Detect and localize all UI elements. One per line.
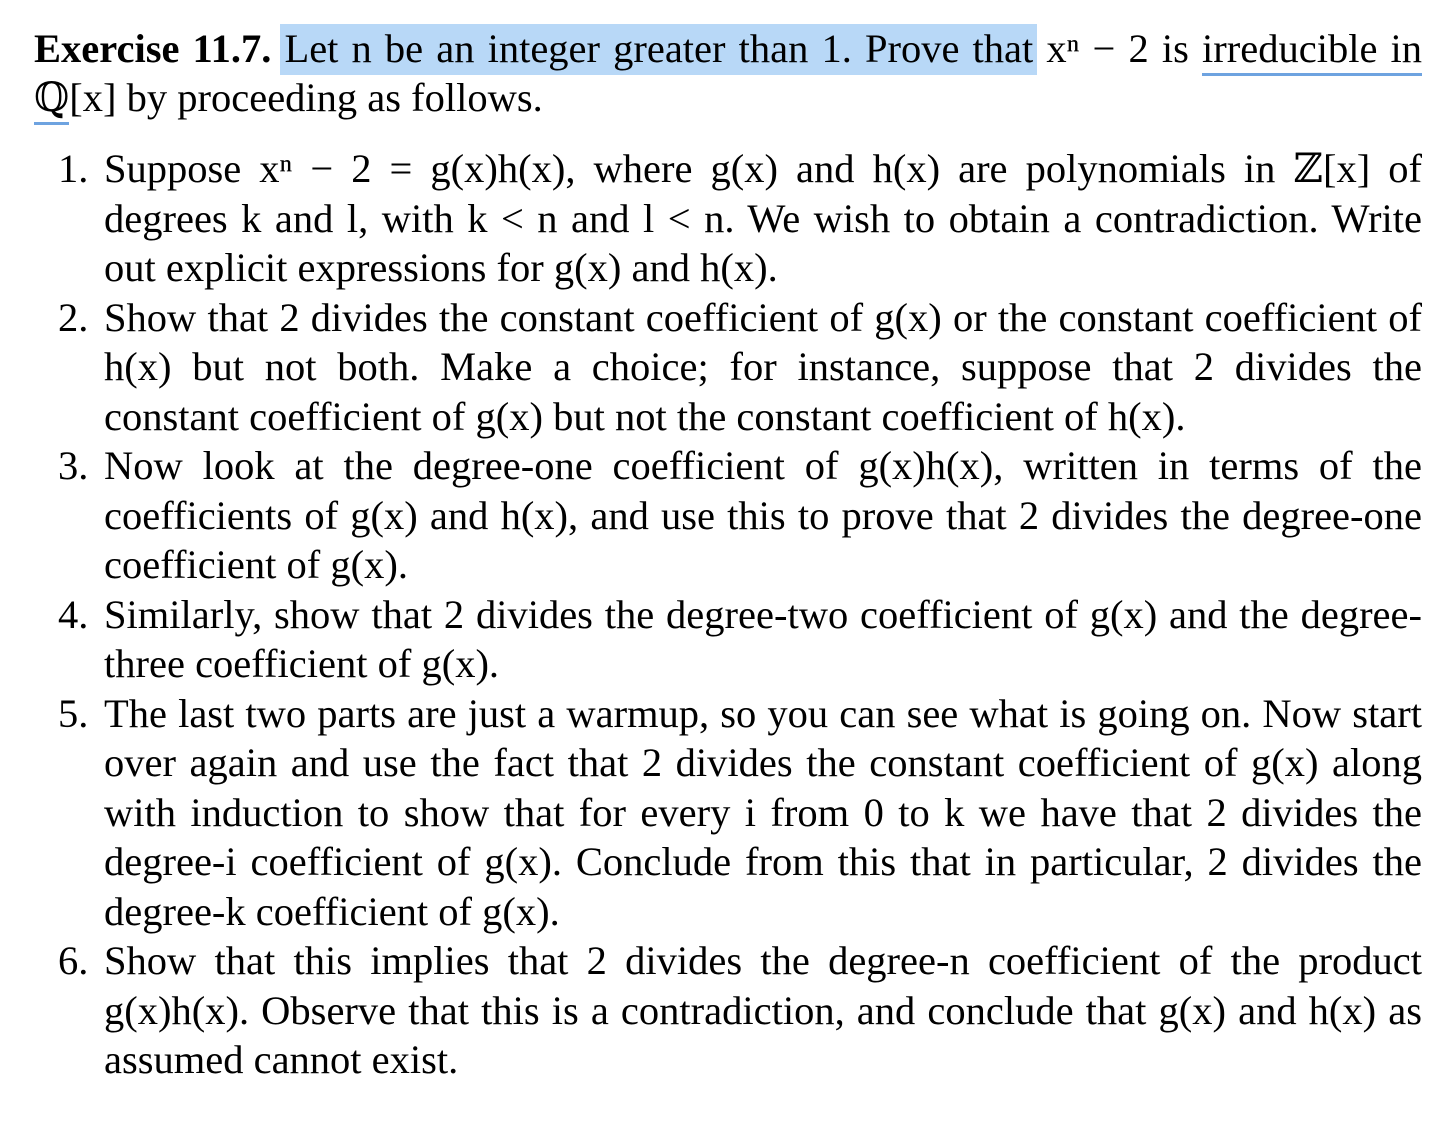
steps-list (34, 144, 1422, 1085)
list-item[interactable] (34, 689, 1422, 937)
step-text: The last two parts are just a warmup, so you can see what is going on. Now start over again and use the fact that 2 divides the constant coefficient of g(x) along with induction to show that for every i from 0 to k we have that 2 divides the degree-i coefficient of g(x). Conclude from this that in particular, 2 divides the degree-k coefficient of g(x). (104, 690, 1422, 934)
step-number: 3. (58, 443, 89, 488)
step-number: 1. (58, 146, 89, 191)
step-text: Suppose xⁿ − 2 = g(x)h(x), where g(x) and h(x) are polynomials in ℤ[x] of degrees k and l, with k < n and l < n. We wish to obtain a contradiction. Write out explicit expressions for g(x) and h(x). (104, 146, 1422, 290)
exercise-statement[interactable] (34, 24, 1422, 122)
list-item[interactable] (34, 441, 1422, 590)
list-item[interactable] (34, 936, 1422, 1085)
step-text: Show that this implies that 2 divides the degree-n coefficient of the product g(x)h(x). Observe that this is a contradiction, and conclude that g(x) and h(x) as assumed cannot exist. (104, 938, 1422, 1082)
selected-text-underline[interactable]: irreducible in ℚ (34, 26, 1422, 125)
exercise-title: Exercise 11.7. (34, 26, 272, 71)
step-number: 5. (58, 690, 89, 736)
step-number: 2. (58, 294, 89, 340)
verb-is: is (1161, 26, 1189, 71)
step-text: Now look at the degree-one coefficient of g(x)h(x), written in terms of the coefficients of g(x) and h(x), and use this to prove that 2 divides the degree-one coefficient of g(x). (104, 443, 1422, 587)
list-item[interactable] (34, 590, 1422, 689)
list-item[interactable] (34, 293, 1422, 442)
step-text: Similarly, show that 2 divides the degree-two coefficient of g(x) and the degree-three coefficient of g(x). (104, 591, 1422, 686)
document-page (34, 24, 1422, 1085)
polynomial-expression: xⁿ − 2 (1046, 26, 1149, 71)
step-text: Show that 2 divides the constant coefficient of g(x) or the constant coefficient of h(x) but not both. Make a choice; for instance, suppose that 2 divides the constant coefficient of g(x) but not the constant coefficient of h(x). (104, 294, 1422, 439)
list-item[interactable] (34, 144, 1422, 293)
ring-suffix: [x] by proceeding as follows. (69, 75, 543, 120)
step-number: 6. (58, 938, 89, 983)
selected-text[interactable]: Let n be an integer greater than 1. Prove that (280, 24, 1037, 75)
step-number: 4. (58, 591, 89, 637)
